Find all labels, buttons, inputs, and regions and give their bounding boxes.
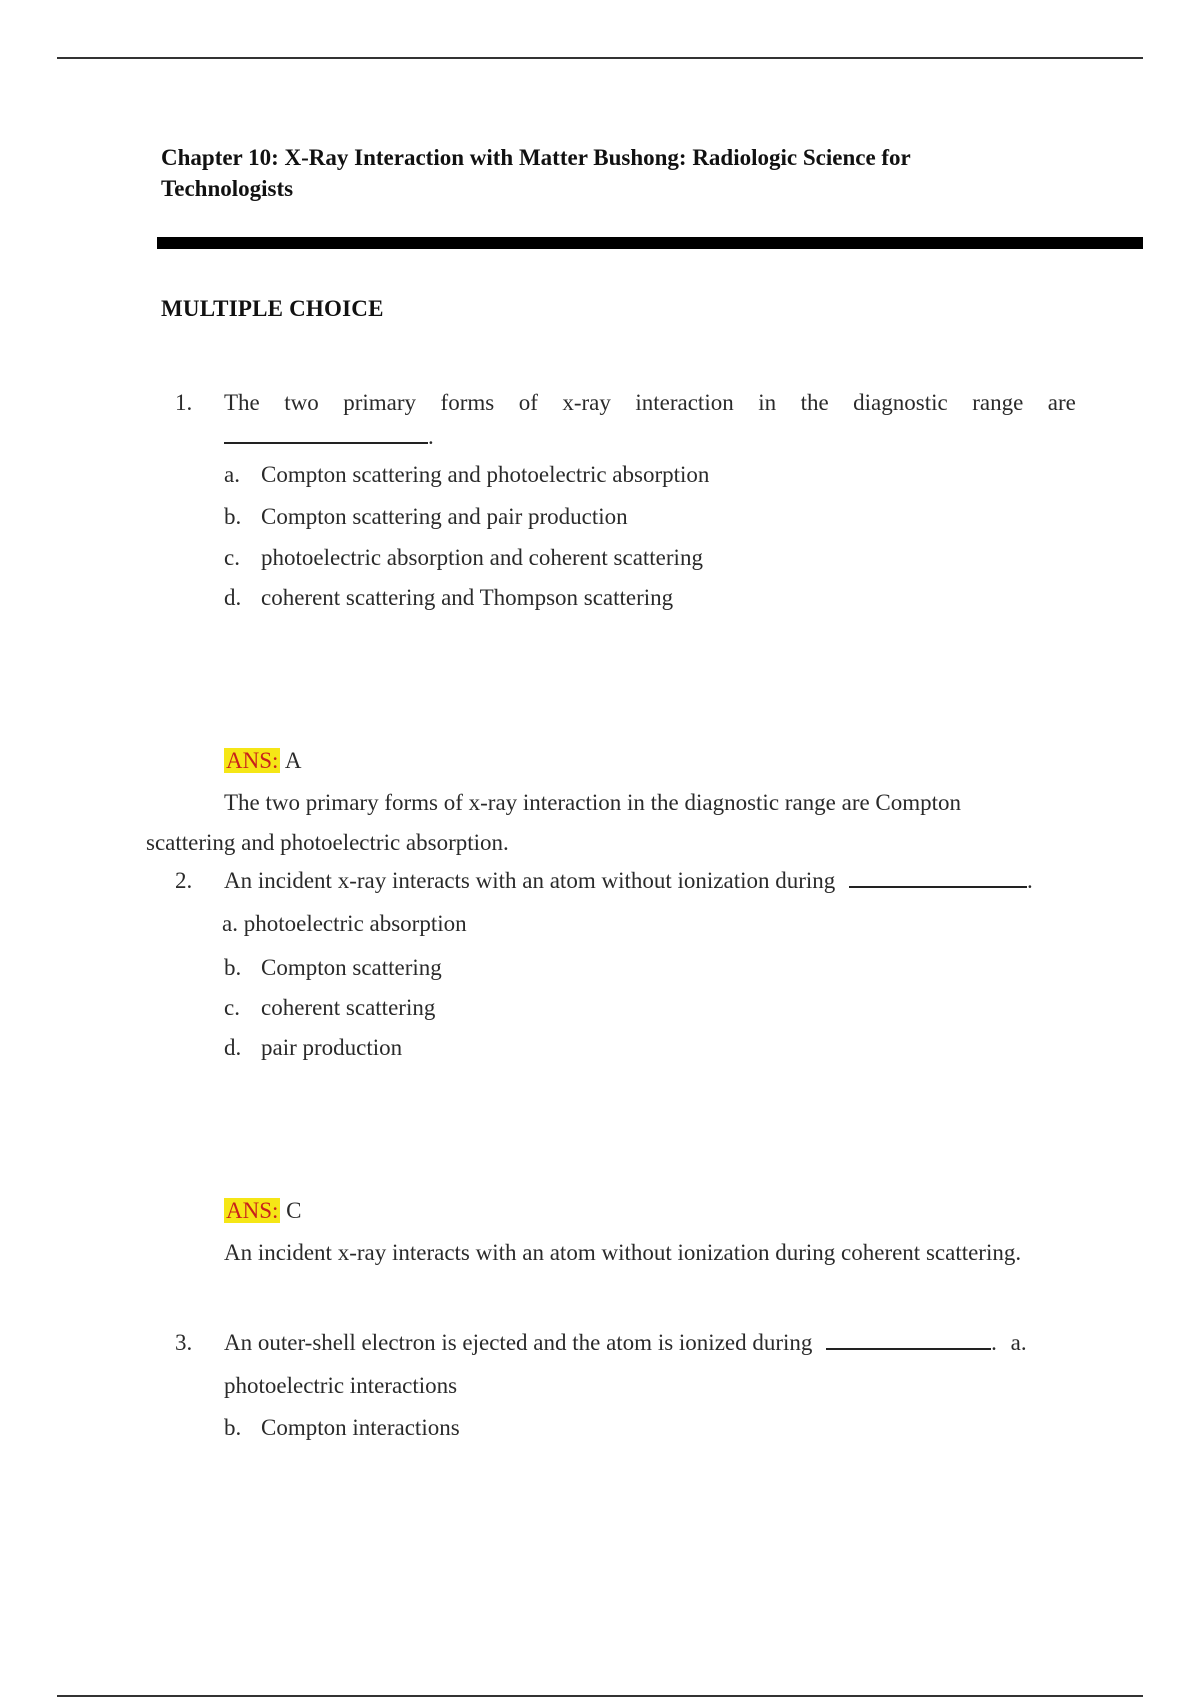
option-letter: a. (222, 911, 238, 936)
question-stem (224, 388, 1076, 418)
question-stem: An incident x-ray interacts with an atom without ionization during . (224, 868, 1033, 893)
option-c (224, 993, 435, 1023)
page-title: Chapter 10: X-Ray Interaction with Matter Bushong: Radiologic Science for Technologists (161, 145, 911, 201)
stem-word: in (758, 390, 777, 415)
option-letter: a. (224, 462, 240, 487)
option-b (224, 953, 442, 983)
answer-blank (849, 868, 1027, 888)
rationale-line: The two primary forms of x-ray interaction in the diagnostic range are Compton (224, 790, 962, 815)
stem-word: forms (440, 390, 495, 415)
option-text: Compton interactions (261, 1415, 460, 1440)
option-letter: b. (224, 504, 242, 529)
question-number: 1. (175, 390, 193, 415)
option-text: Compton scattering and pair production (261, 504, 628, 529)
option-a (224, 460, 709, 490)
stem-word: are (1047, 390, 1076, 415)
option-d (224, 583, 673, 613)
answer-key (224, 1196, 302, 1226)
bottom-rule (57, 1695, 1143, 1697)
option-d (224, 1033, 402, 1063)
option-letter: a. (1010, 1330, 1027, 1355)
answer-blank (224, 424, 428, 444)
option-letter: b. (224, 955, 242, 980)
top-rule (57, 57, 1143, 59)
stem-word: primary (343, 390, 417, 415)
option-a (222, 909, 467, 939)
stem-word: x-ray (562, 390, 611, 415)
answer-label: ANS: (226, 1198, 279, 1223)
option-b (224, 1413, 460, 1443)
option-text: Compton scattering and photoelectric absorption (261, 462, 710, 487)
stem-word: interaction (635, 390, 734, 415)
option-letter: d. (224, 1035, 242, 1060)
answer-key (224, 746, 302, 776)
option-text: Compton scattering (261, 955, 442, 980)
option-text: photoelectric absorption and coherent scattering (261, 545, 703, 570)
stem-word: of (518, 390, 538, 415)
option-letter: c. (224, 545, 240, 570)
option-a: photoelectric interactions (224, 1373, 458, 1398)
stem-word: The (224, 390, 260, 415)
option-c (224, 543, 703, 573)
answer-label: ANS: (226, 748, 279, 773)
question-stem: An outer-shell electron is ejected and the atom is ionized during . a. (224, 1330, 1027, 1355)
stem-word: range (972, 390, 1024, 415)
option-b (224, 502, 628, 532)
title-divider (157, 237, 1143, 249)
answer-blank-line: . (224, 422, 434, 452)
answer-value: C (286, 1198, 302, 1223)
question-number: 2. (175, 868, 193, 893)
option-letter: d. (224, 585, 242, 610)
option-letter: c. (224, 995, 240, 1020)
option-text: coherent scattering (261, 995, 436, 1020)
question-number: 3. (175, 1330, 193, 1355)
answer-value: A (284, 748, 302, 773)
answer-blank (826, 1330, 991, 1350)
stem-word: diagnostic (853, 390, 948, 415)
stem-word: the (800, 390, 829, 415)
rationale-line: scattering and photoelectric absorption. (146, 830, 509, 855)
option-text: coherent scattering and Thompson scattering (261, 585, 674, 610)
option-letter: b. (224, 1415, 242, 1440)
stem-word: two (284, 390, 319, 415)
option-text: photoelectric absorption (243, 911, 467, 936)
section-heading: MULTIPLE CHOICE (161, 296, 384, 321)
option-text: pair production (261, 1035, 403, 1060)
rationale-line: An incident x-ray interacts with an atom without ionization during coherent scattering. (224, 1240, 1022, 1265)
